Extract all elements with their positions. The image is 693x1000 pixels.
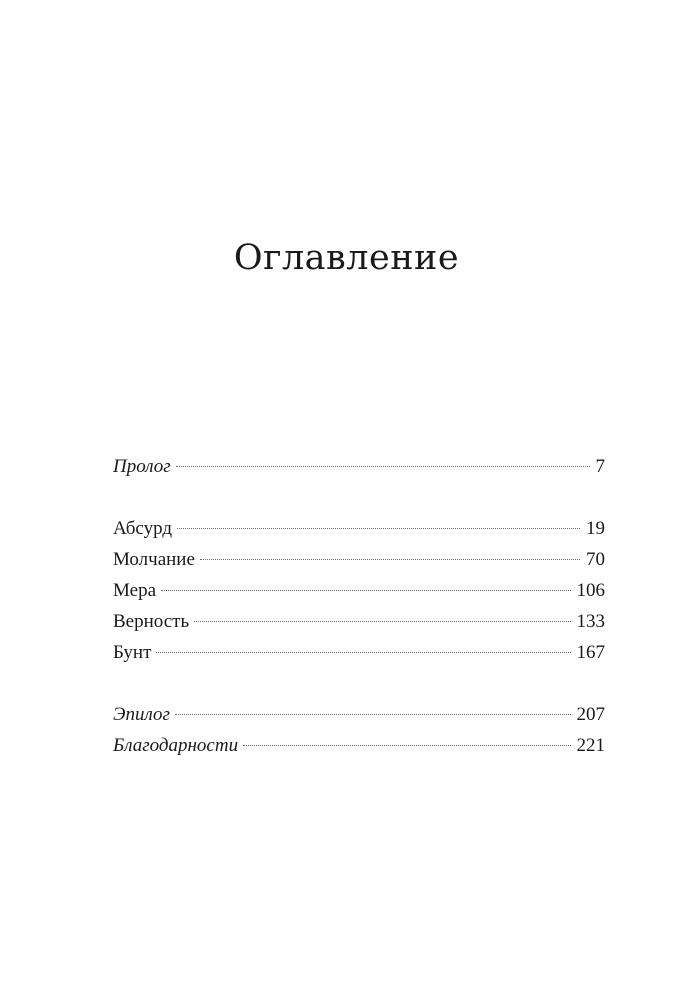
toc-entry-page: 106 [576, 580, 605, 601]
toc-entry-silence[interactable] [113, 544, 605, 575]
toc-entry-page: 221 [576, 735, 605, 756]
toc-group-chapters [113, 513, 605, 668]
toc-entry-label: Благодарности [113, 735, 239, 756]
toc-entry-absurd[interactable] [113, 513, 605, 544]
toc-dot-leader [175, 714, 571, 715]
toc-entry-label: Бунт [113, 642, 152, 663]
toc-entry-page: 19 [586, 518, 605, 539]
toc-entry-revolt[interactable] [113, 637, 605, 668]
toc-entry-label: Абсурд [113, 518, 173, 539]
toc-dot-leader [176, 466, 590, 467]
toc-dot-leader [156, 652, 570, 653]
toc-entry-measure[interactable] [113, 575, 605, 606]
toc-dot-leader [161, 590, 570, 591]
toc-dot-leader [243, 745, 570, 746]
toc-entry-epilogue[interactable] [113, 699, 605, 730]
toc-entry-label: Мера [113, 580, 157, 601]
toc-dot-leader [194, 621, 570, 622]
toc-entry-label: Верность [113, 611, 190, 632]
toc-group-back-matter [113, 699, 605, 761]
toc-dot-leader [200, 559, 580, 560]
toc-entry-page: 70 [586, 549, 605, 570]
page-title: Оглавление [233, 238, 460, 278]
toc-entry-label: Молчание [113, 549, 195, 570]
toc-entry-page: 133 [576, 611, 605, 632]
toc-entry-fidelity[interactable] [113, 606, 605, 637]
toc-entry-label: Эпилог [113, 704, 170, 725]
toc-entry-acknowledgements[interactable] [113, 730, 605, 761]
toc-entry-page: 167 [576, 642, 605, 663]
toc-entry-page: 7 [595, 456, 605, 477]
toc-dot-leader [177, 528, 580, 529]
toc-entry-label: Пролог [113, 456, 171, 477]
toc-entry-page: 207 [576, 704, 605, 725]
toc-group-front-matter [113, 451, 605, 482]
table-of-contents [113, 451, 605, 761]
toc-entry-prologue[interactable] [113, 451, 605, 482]
